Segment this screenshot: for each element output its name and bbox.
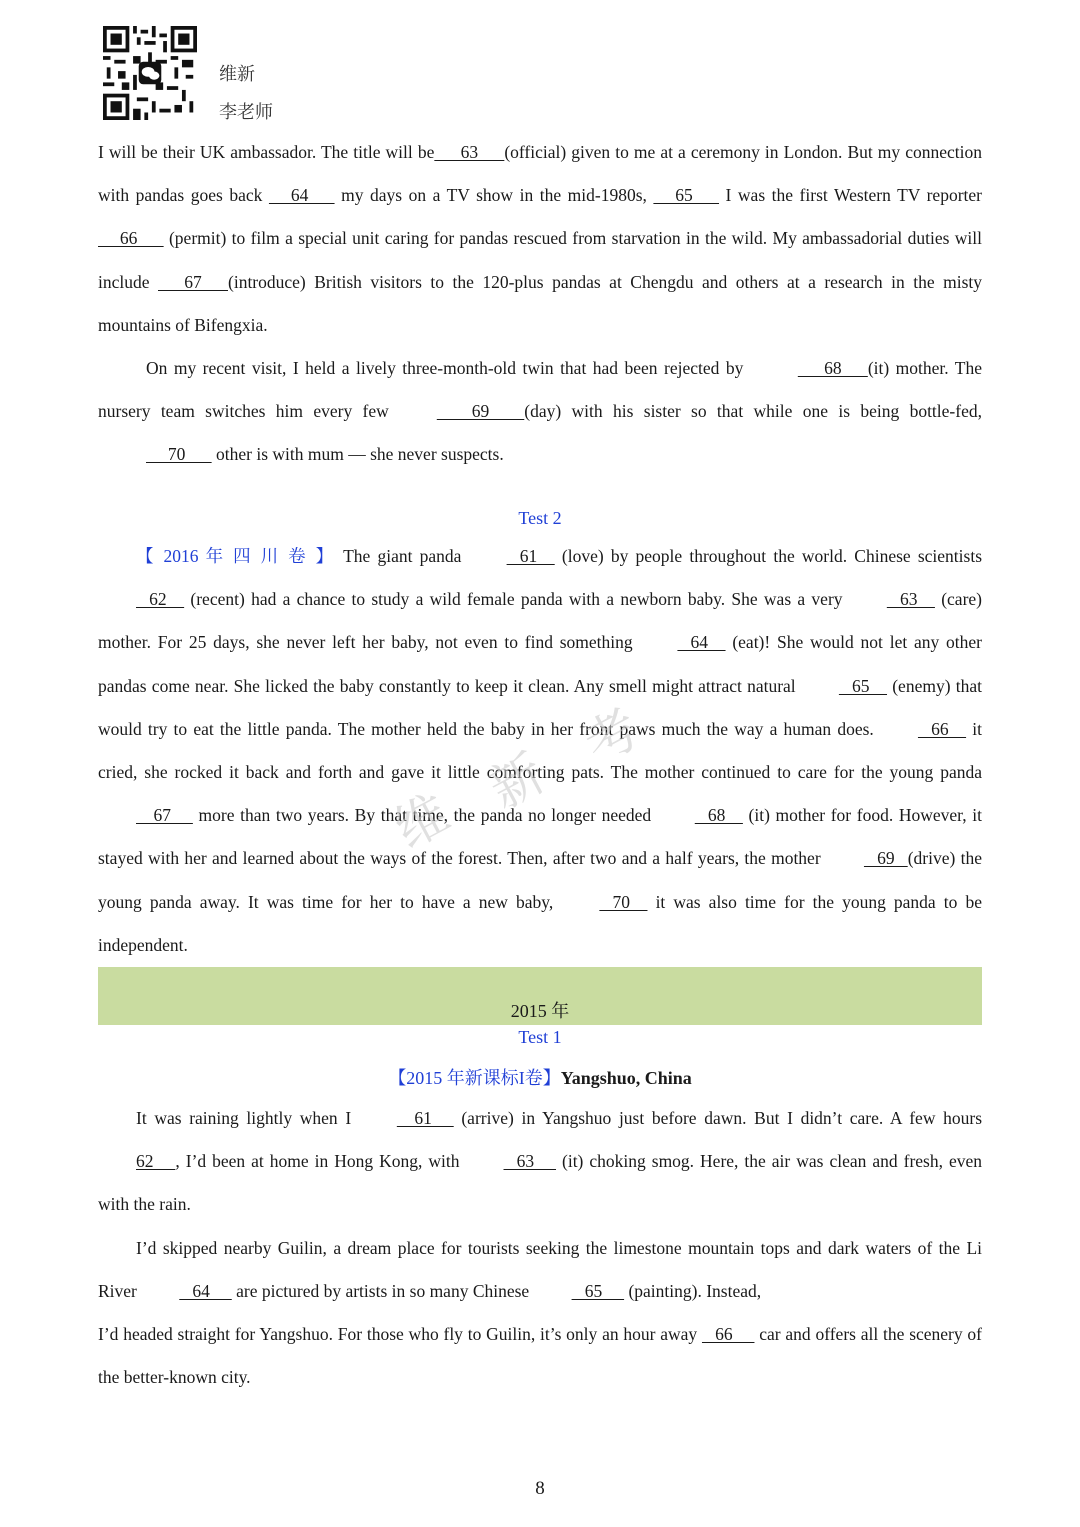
svg-text:维: 维: [385, 783, 460, 861]
passage-title: [98, 1064, 982, 1090]
answer-blank[interactable]: 67: [136, 805, 193, 826]
passage-paragraph: I’d skipped nearby Guilin, a dream place for tourists seeking the limestone mountain tops and dark waters of the Li River 64 are pictured by artists in so many Chinese 65 (painting). Instead,: [98, 1227, 982, 1313]
answer-blank[interactable]: 66: [917, 718, 967, 739]
answer-blank[interactable]: 66: [701, 1324, 755, 1344]
passage-paragraph: 【 2016 年 四 川 卷 】 The giant panda 61 (love) by people throughout the world. Chinese scientists 62 (recent) had a chance to study a wild female panda with a newborn baby. She was a very 63 (care) mother. For 25 days, she never left her baby, not even to find something 64 (eat)! She would not let any other pandas come near. She licked the baby constantly to keep it clean. Any smell might attract natural 65 (enemy) that would try to eat the little panda. The mother held the baby in her front paws much the way a human does. 66 it cried, she rocked it back and forth and gave it little comforting pats. The mother continued to care for the young panda 67 more than two years. By that time, the panda no longer needed 68 (it) mother for food. However, it stayed with her and learned about the ways of the forest. Then, after two and a half years, the mother 69 (drive) the young panda away. It was time for her to have a new baby, 70 it was also time for the young panda to be independent.: [98, 535, 982, 967]
answer-blank[interactable]: 63: [434, 142, 505, 162]
answer-blank[interactable]: 64: [179, 1281, 232, 1302]
answer-blank[interactable]: 63: [503, 1151, 557, 1172]
passage-paragraph: On my recent visit, I held a lively three-month-old twin that had been rejected by 68 (it) mother. The nursery team switches him every few 69 (day) with his sister so that while one is being bottle-fed, 70 other is with mum — she never suspects.: [98, 347, 982, 477]
answer-blank[interactable]: 70: [599, 891, 648, 912]
answer-blank[interactable]: 65: [653, 185, 720, 206]
source-tag: 【 2016 年 四 川 卷 】: [136, 546, 336, 566]
title-text: Yangshuo, China: [560, 1068, 692, 1088]
section-heading: Test 2: [518, 508, 562, 528]
answer-blank[interactable]: 68: [694, 805, 743, 826]
answer-blank[interactable]: 69: [863, 848, 908, 869]
answer-blank[interactable]: 69: [436, 401, 525, 422]
passage-paragraph: I will be their UK ambassador. The title will be 63 (official) given to me at a ceremony in London. But my connection with pandas goes back 64 my days on a TV show in the mid-1980s, 65 I was the first Western TV reporter 66 (permit) to film a special unit caring for pandas rescued from starvation in the wild. My ambassadorial duties will include 67 (introduce) British visitors to the 120-plus pandas at Chengdu and others at a research in the misty mountains of Bifengxia.: [98, 131, 982, 347]
contact-teacher: 李老师: [219, 102, 273, 123]
answer-blank[interactable]: 68: [797, 358, 868, 378]
svg-text:新: 新: [480, 743, 555, 821]
answer-blank[interactable]: 61: [396, 1108, 454, 1128]
answer-blank[interactable]: 65: [571, 1281, 625, 1302]
answer-blank[interactable]: 62: [136, 1151, 176, 1172]
passage-paragraph: It was raining lightly when I 61 (arrive) in Yangshuo just before dawn. But I didn’t care. A few hours 62 , I’d been at home in Hong Kong, with 63 (it) choking smog. Here, the air was clean and fresh, even with the rain.: [98, 1097, 982, 1227]
answer-blank[interactable]: 64: [268, 185, 335, 206]
answer-blank[interactable]: 62: [136, 589, 185, 610]
answer-blank[interactable]: 66: [98, 228, 164, 249]
answer-blank[interactable]: 61: [506, 546, 555, 566]
answer-blank[interactable]: 63: [886, 589, 935, 610]
source-tag: 【2015 年新课标I卷】: [388, 1068, 561, 1088]
answer-blank[interactable]: 70: [146, 444, 212, 465]
passage-paragraph: I’d headed straight for Yangshuo. For those who fly to Guilin, it’s only an hour away 66 car and offers all the scenery of the better-known city.: [98, 1313, 982, 1399]
svg-text:考: 考: [575, 698, 650, 776]
page-number: 8: [535, 1478, 545, 1499]
contact-name: 维新: [219, 64, 255, 85]
answer-blank[interactable]: 65: [838, 675, 888, 696]
year-label: 2015 年: [510, 1001, 570, 1021]
answer-blank[interactable]: 67: [158, 271, 228, 292]
qr-code-icon: [103, 26, 197, 120]
answer-blank[interactable]: 64: [677, 632, 726, 653]
section-heading: Test 1: [518, 1027, 562, 1047]
